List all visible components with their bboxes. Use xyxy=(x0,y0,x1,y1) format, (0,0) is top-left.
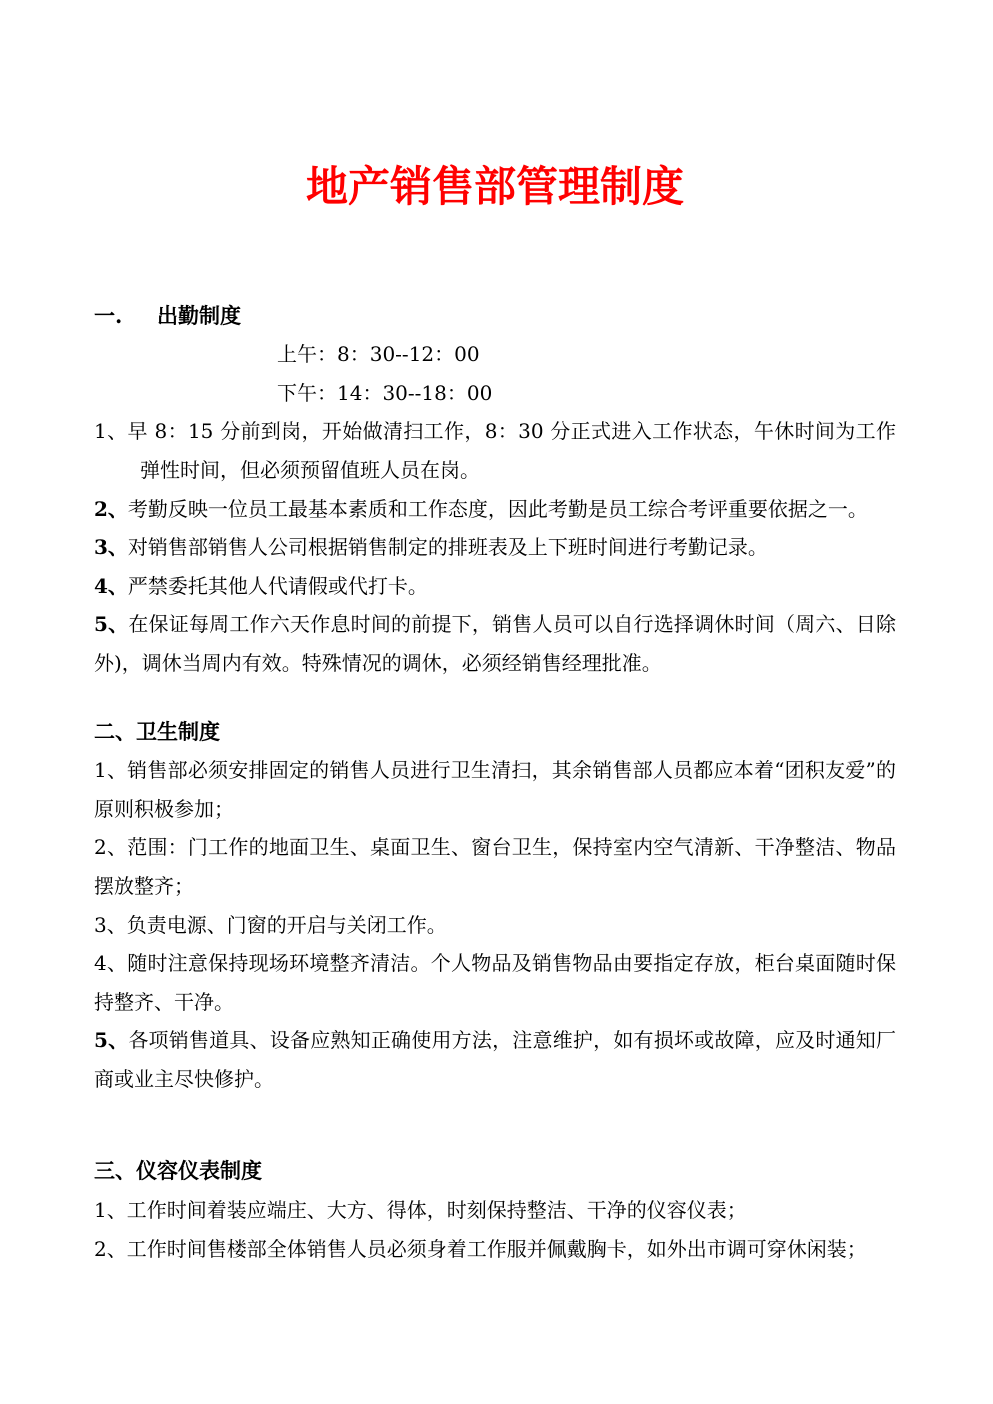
list-item-text: 工作时间着装应端庄、大方、得体，时刻保持整洁、干净的仪容仪表； xyxy=(126,1198,747,1223)
list-item-number: 4、 xyxy=(94,573,128,598)
list-item-text: 对销售部销售人公司根据销售制定的排班表及上下班时间进行考勤记录。 xyxy=(127,535,768,560)
list-item-number: 3、 xyxy=(94,535,128,560)
list-item-number: 3、 xyxy=(94,912,127,937)
section-1-heading xyxy=(94,297,896,336)
list-item xyxy=(94,1230,896,1269)
list-item-number: 1、 xyxy=(94,1198,127,1223)
list-item-text: 早 8：15 分前到岗，开始做清扫工作，8：30 分正式进入工作状态，午休时间为工作弹性时间，但必须预留值班人员在岗。 xyxy=(127,419,896,482)
list-item-number: 2、 xyxy=(94,835,128,860)
list-item-text: 工作时间售楼部全体销售人员必须身着工作服并佩戴胸卡，如外出市调可穿休闲装； xyxy=(126,1236,867,1261)
list-item-text: 范围：门工作的地面卫生、桌面卫生、窗台卫生，保持室内空气清新、干净整洁、物品摆放整齐； xyxy=(94,835,896,898)
list-item xyxy=(94,944,896,1021)
list-item-text: 销售部必须安排固定的销售人员进行卫生清扫，其余销售部人员都应本着“团积友爱”的原则积极参加； xyxy=(94,758,896,821)
list-item xyxy=(94,605,896,682)
list-item-number: 5、 xyxy=(94,612,129,637)
list-item-number: 5、 xyxy=(94,1028,129,1053)
list-item xyxy=(94,751,896,828)
list-item xyxy=(94,906,896,945)
section-2-heading: 二、卫生制度 xyxy=(94,718,220,744)
list-item-text: 负责电源、门窗的开启与关闭工作。 xyxy=(126,912,447,937)
list-item-text: 随时注意保持现场环境整齐清洁。个人物品及销售物品由要指定存放，柜台桌面随时保持整齐、干净。 xyxy=(94,951,896,1014)
schedule-afternoon: 下午：14：30--18：00 xyxy=(277,380,493,405)
list-item-number: 2、 xyxy=(94,496,128,521)
document-title: 地产销售部管理制度 xyxy=(305,162,684,211)
list-item xyxy=(94,1191,896,1230)
list-item-number: 1、 xyxy=(94,758,128,783)
schedule-morning: 上午：8：30--12：00 xyxy=(277,342,480,367)
list-item xyxy=(94,528,896,567)
list-item-text: 在保证每周工作六天作息时间的前提下，销售人员可以自行选择调休时间（周六、日除外)，调休当周内有效。特殊情况的调休，必须经销售经理批准。 xyxy=(94,612,897,675)
section-3-heading: 三、仪容仪表制度 xyxy=(94,1158,262,1184)
list-item-number: 1、 xyxy=(94,419,128,444)
list-item-number: 4、 xyxy=(94,951,128,976)
list-item xyxy=(94,1021,896,1098)
list-item-text: 各项销售道具、设备应熟知正确使用方法，注意维护，如有损坏或故障，应及时通知厂商或业主尽快修护。 xyxy=(94,1028,897,1091)
list-item xyxy=(94,567,896,606)
list-item-text: 考勤反映一位员工最基本素质和工作态度，因此考勤是员工综合考评重要依据之一。 xyxy=(127,496,868,521)
section-1-heading-marker: 一. xyxy=(94,302,123,328)
list-item-number: 2、 xyxy=(94,1236,127,1261)
section-1-heading-label: 出勤制度 xyxy=(157,302,241,328)
list-item xyxy=(94,490,896,529)
list-item xyxy=(94,412,896,489)
list-item-text: 严禁委托其他人代请假或代打卡。 xyxy=(127,573,428,598)
list-item xyxy=(94,828,896,905)
